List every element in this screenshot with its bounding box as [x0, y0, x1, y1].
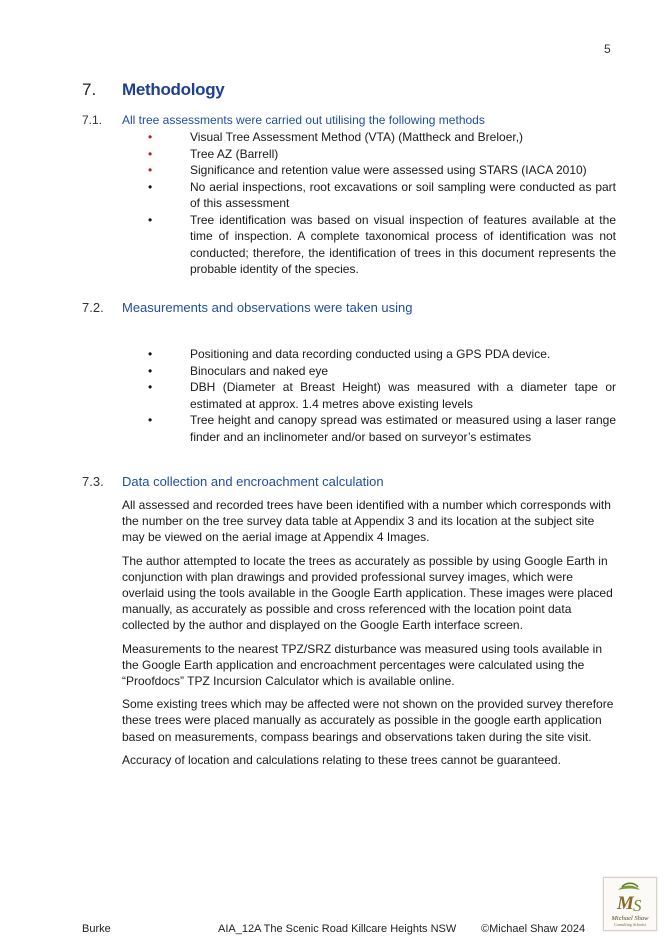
bullet-icon: •	[148, 163, 153, 177]
svg-text:Consulting Arborist: Consulting Arborist	[614, 922, 646, 927]
bullet-list-measurements	[148, 346, 616, 445]
subsection-number: 7.2.	[82, 300, 104, 315]
subsection-title: Measurements and observations were taken using	[122, 300, 413, 315]
paragraph: The author attempted to locate the trees as accurately as possible by using Google Earth in conjunction with plan drawings and provided professional survey images, which were overlaid using the tools available in the Google Earth application. These images were placed manually, as accurately as possible and cross referenced with the location point data collected by the author and displayed on the Google Earth interface screen.	[122, 553, 613, 633]
subsection-title: All tree assessments were carried out utilising the following methods	[122, 113, 485, 127]
list-item: • Significance and retention value were assessed using STARS (IACA 2010)	[148, 163, 587, 177]
list-item: • DBH (Diameter at Breast Height) was measured with a diameter tape or estimated at approx. 1.4 metres above existing levels	[148, 380, 616, 411]
list-item: • Visual Tree Assessment Method (VTA) (Mattheck and Breloer,)	[148, 130, 524, 144]
footer-copyright: ©Michael Shaw 2024	[481, 923, 586, 935]
paragraph: Accuracy of location and calculations relating to these trees cannot be guaranteed.	[122, 752, 561, 767]
list-item: • Binoculars and naked eye	[148, 363, 329, 378]
bullet-icon: •	[148, 380, 153, 394]
paragraph: Measurements to the nearest TPZ/SRZ disturbance was measured using tools available in the Google Earth application and encroachment percentages were calculated using the “Proofdocs” TPZ Incursion Calculator which is available online.	[122, 641, 603, 689]
bullet-icon: •	[148, 363, 153, 378]
company-logo	[603, 877, 657, 931]
bullet-icon: •	[148, 212, 153, 227]
subsection-number: 7.3.	[82, 474, 104, 489]
footer-address: AIA_12A The Scenic Road Killcare Heights NSW	[218, 923, 457, 935]
data-collection-body	[122, 497, 616, 775]
bullet-icon: •	[148, 413, 153, 427]
list-item: • Positioning and data recording conducted using a GPS PDA device.	[148, 347, 551, 361]
logo-icon	[604, 878, 656, 930]
paragraph: All assessed and recorded trees have been identified with a number which corresponds with the number on the tree survey data table at Appendix 3 and its location at the subject site may be viewed on the aerial image at Appendix 4 Images.	[122, 498, 611, 545]
svg-text:M: M	[617, 893, 634, 914]
list-item: • No aerial inspections, root excavations or soil sampling were conducted as part of this assessment	[148, 179, 616, 210]
list-item: • Tree identification was based on visual inspection of features available at the time of inspection. A complete taxonomical process of identification was not conducted; therefore, the identification of trees in this document represents the probable identity of the species.	[148, 212, 616, 276]
paragraph: Some existing trees which may be affected were not shown on the provided survey therefore these trees were placed manually as accurately as possible in the google earth application based on measurements, compass bearings and observations taken during the site visit.	[122, 697, 614, 744]
page-number: 5	[604, 42, 611, 56]
subsection-title: Data collection and encroachment calculation	[122, 474, 384, 489]
svg-text:Michael Shaw: Michael Shaw	[611, 915, 649, 922]
footer-client: Burke	[82, 923, 111, 935]
list-item: • Tree AZ (Barrell)	[148, 146, 279, 161]
bullet-icon: •	[148, 347, 153, 361]
svg-text:S: S	[633, 896, 642, 915]
bullet-icon: •	[148, 179, 153, 194]
list-item: • Tree height and canopy spread was estimated or measured using a laser range finder and an inclinometer and/or based on surveyor’s estimates	[148, 413, 616, 444]
bullet-list-methods	[148, 129, 616, 278]
bullet-icon: •	[148, 146, 153, 161]
subsection-number: 7.1.	[82, 113, 103, 127]
section-title: Methodology	[122, 80, 225, 99]
section-number: 7.	[82, 80, 97, 99]
bullet-icon: •	[148, 130, 153, 144]
